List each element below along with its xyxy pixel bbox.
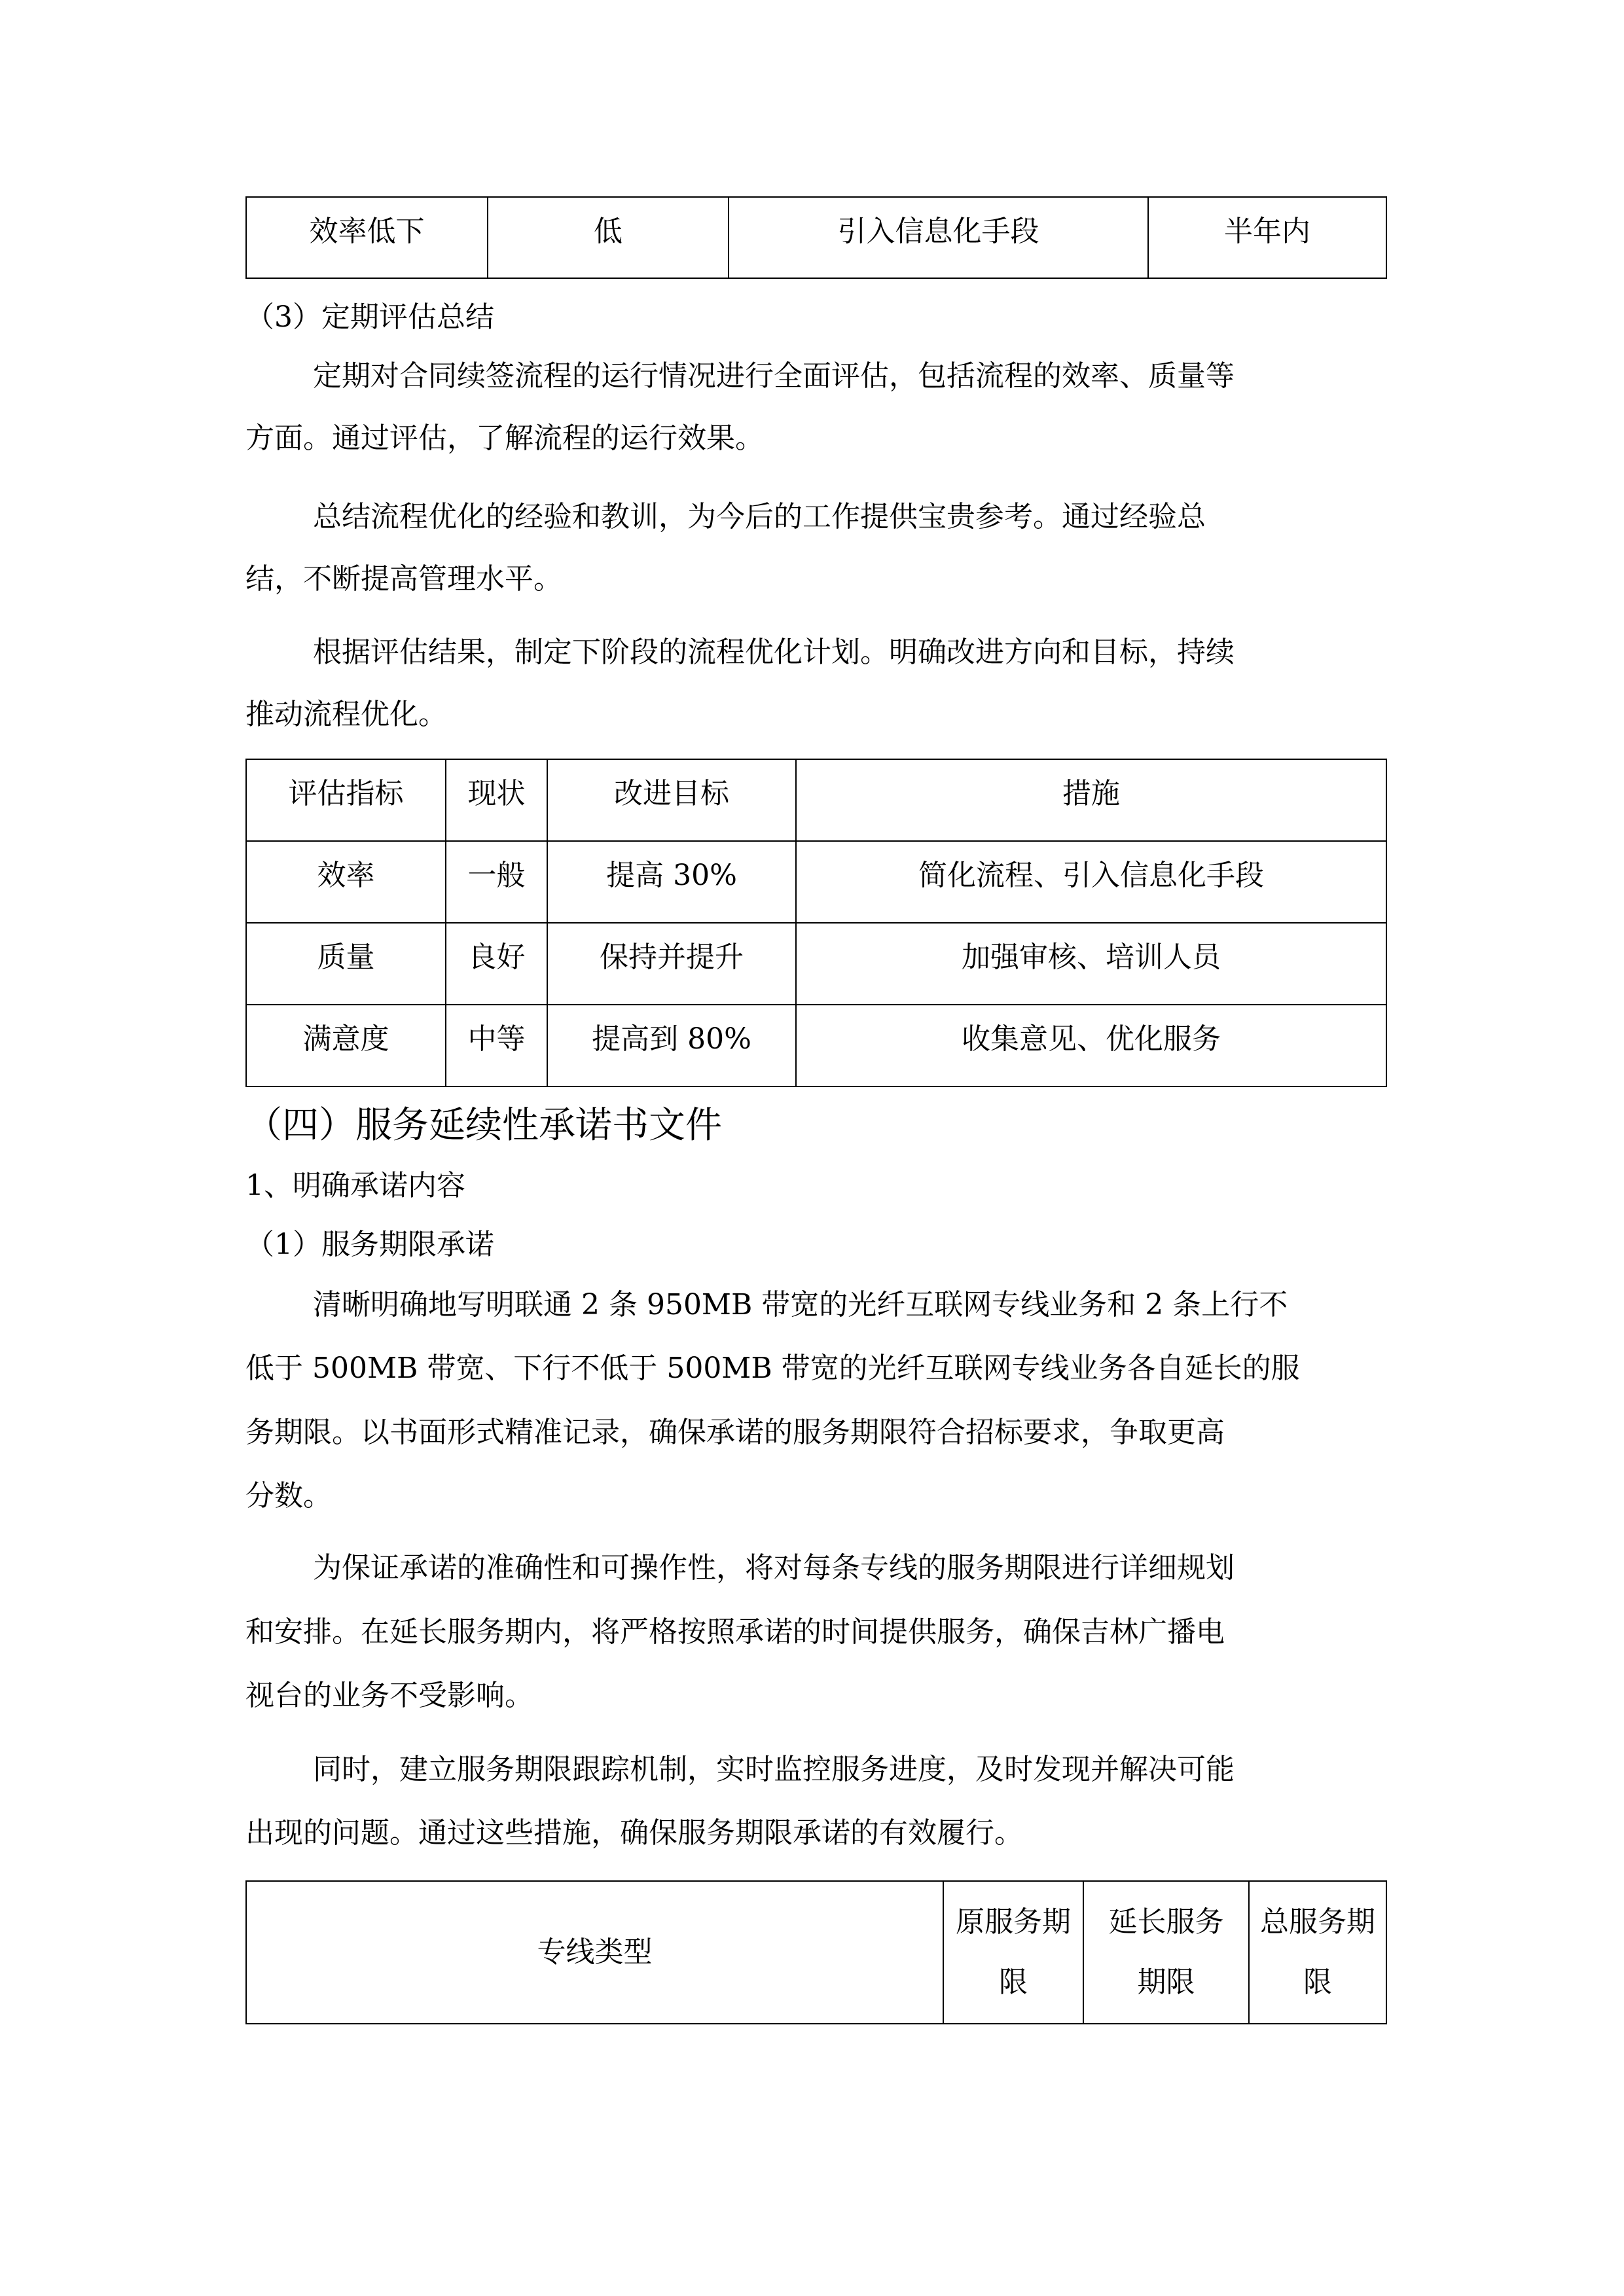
table-cell: 中等 xyxy=(446,1005,547,1086)
table-row xyxy=(246,923,1386,1005)
paragraph-line: 为保证承诺的准确性和可操作性，将对每条专线的服务期限进行详细规划 xyxy=(313,1551,1235,1585)
table-evaluation xyxy=(245,759,1387,1087)
table-risk-continuation xyxy=(245,196,1387,279)
table-cell: 效率低下 xyxy=(246,197,488,278)
paragraph-line: 出现的问题。通过这些措施，确保服务期限承诺的有效履行。 xyxy=(245,1816,1023,1850)
subsection-heading: （1）服务期限承诺 xyxy=(245,1228,494,1261)
column-header: 措施 xyxy=(796,759,1386,841)
table-cell: 满意度 xyxy=(246,1005,446,1086)
header-line: 期限 xyxy=(1137,1965,1195,1999)
header-line: 延长服务 xyxy=(1108,1905,1224,1939)
paragraph-line: 推动流程优化。 xyxy=(245,698,447,731)
paragraph-line: 总结流程优化的经验和教训，为今后的工作提供宝贵参考。通过经验总 xyxy=(313,500,1206,533)
table-cell: 收集意见、优化服务 xyxy=(796,1005,1386,1086)
table-row xyxy=(246,1005,1386,1086)
header-line: 限 xyxy=(1303,1965,1332,1999)
paragraph-line: 视台的业务不受影响。 xyxy=(245,1679,533,1712)
paragraph-line: 结，不断提高管理水平。 xyxy=(245,562,562,596)
column-header xyxy=(943,1881,1083,2024)
paragraph-line: 同时，建立服务期限跟踪机制，实时监控服务进度，及时发现并解决可能 xyxy=(313,1753,1235,1786)
paragraph-line: 清晰明确地写明联通 2 条 950MB 带宽的光纤互联网专线业务和 2 条上行不 xyxy=(313,1288,1288,1321)
table-cell: 引入信息化手段 xyxy=(729,197,1148,278)
column-header: 评估指标 xyxy=(246,759,446,841)
table-row xyxy=(246,841,1386,923)
header-line: 限 xyxy=(999,1965,1028,1999)
header-line: 总服务期 xyxy=(1260,1905,1375,1939)
table-cell: 低 xyxy=(488,197,729,278)
table-row xyxy=(246,197,1386,278)
paragraph-line: 定期对合同续签流程的运行情况进行全面评估，包括流程的效率、质量等 xyxy=(313,359,1235,393)
paragraph-line: 根据评估结果，制定下阶段的流程优化计划。明确改进方向和目标，持续 xyxy=(313,636,1235,669)
column-header: 现状 xyxy=(446,759,547,841)
table-cell: 质量 xyxy=(246,923,446,1005)
paragraph-line: 低于 500MB 带宽、下行不低于 500MB 带宽的光纤互联网专线业务各自延长的服 xyxy=(245,1352,1300,1385)
paragraph-line: 方面。通过评估，了解流程的运行效果。 xyxy=(245,422,764,455)
paragraph-line: 分数。 xyxy=(245,1479,332,1513)
column-header: 改进目标 xyxy=(547,759,796,841)
table-cell: 半年内 xyxy=(1148,197,1386,278)
table-cell: 一般 xyxy=(446,841,547,923)
table-cell: 提高 30% xyxy=(547,841,796,923)
header-line: 原服务期 xyxy=(956,1905,1071,1939)
column-header xyxy=(1249,1881,1386,2024)
table-cell: 简化流程、引入信息化手段 xyxy=(796,841,1386,923)
column-header: 专线类型 xyxy=(246,1881,943,2024)
table-cell: 效率 xyxy=(246,841,446,923)
table-cell: 良好 xyxy=(446,923,547,1005)
column-header xyxy=(1083,1881,1249,2024)
table-cell: 提高到 80% xyxy=(547,1005,796,1086)
table-header-row xyxy=(246,1881,1386,2024)
table-cell: 加强审核、培训人员 xyxy=(796,923,1386,1005)
section-heading: （3）定期评估总结 xyxy=(245,300,494,334)
paragraph-line: 务期限。以书面形式精准记录，确保承诺的服务期限符合招标要求，争取更高 xyxy=(245,1416,1225,1449)
table-cell: 保持并提升 xyxy=(547,923,796,1005)
table-service-period xyxy=(245,1880,1387,2024)
paragraph-line: 和安排。在延长服务期内，将严格按照承诺的时间提供服务，确保吉林广播电 xyxy=(245,1615,1225,1649)
table-header-row xyxy=(246,759,1386,841)
subsection-heading: 1、明确承诺内容 xyxy=(245,1169,465,1202)
section-title: （四）服务延续性承诺书文件 xyxy=(245,1104,722,1147)
